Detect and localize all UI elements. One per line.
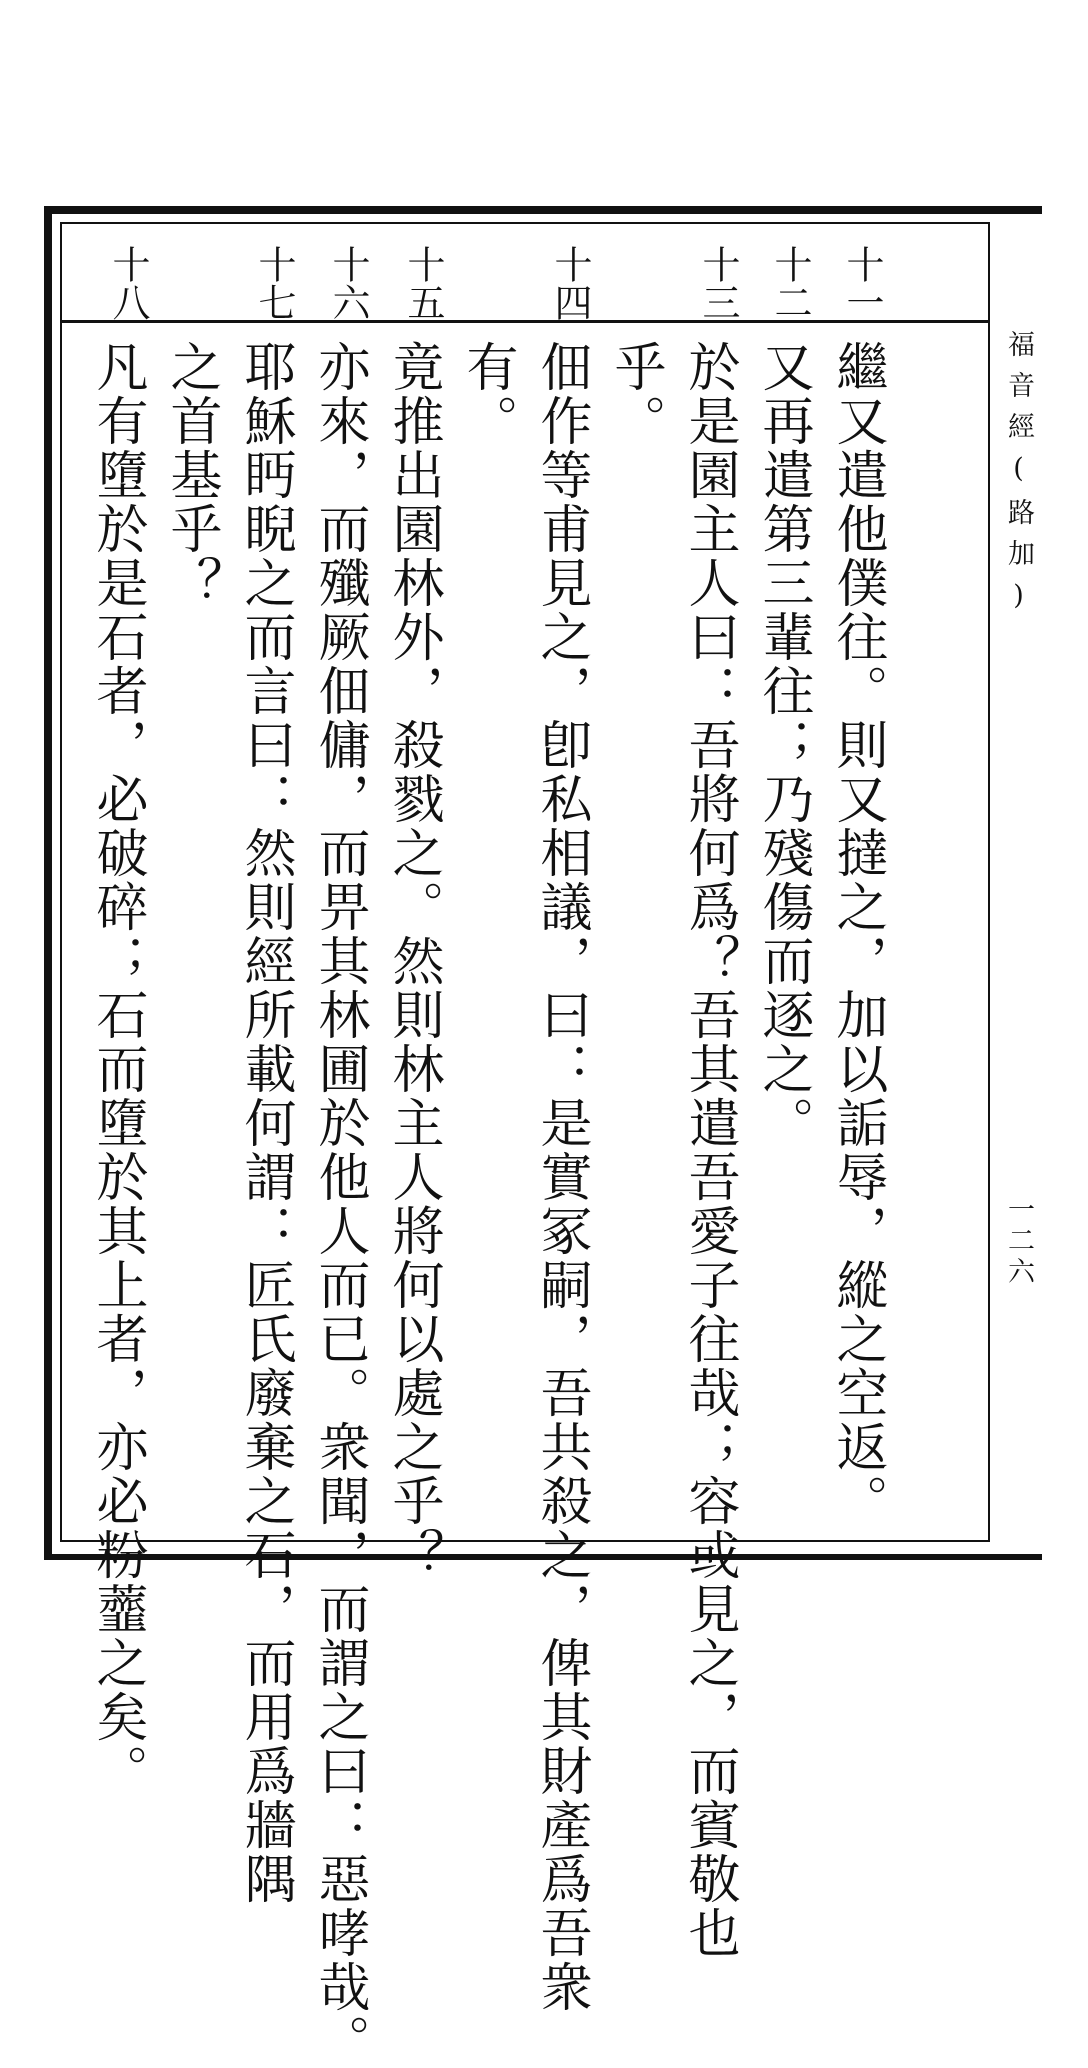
text-column-5: 佃作等甫見之，卽私相議，曰：是實冢嗣，吾共殺之，俾其財產爲吾衆: [531, 340, 591, 2014]
page-number: 一二六: [1003, 1195, 1034, 1288]
text-column-10: 之首基乎？: [161, 340, 221, 610]
text-column-8: 亦來，而殲厥佃傭，而畀其林圃於他人而已。衆聞，而謂之曰：惡哮哉。: [309, 340, 369, 2068]
verse-number-17: 十七: [252, 245, 296, 321]
text-column-2: 又再遣第三輩往；乃殘傷而逐之。: [753, 340, 813, 1150]
verse-number-14: 十四: [548, 245, 592, 321]
verse-number-11: 十一: [840, 245, 884, 321]
text-column-9: 耶穌眄睨之而言曰：然則經所載何謂：匠氏廢棄之石，而用爲牆隅: [235, 340, 295, 1906]
text-column-3: 於是園主人曰：吾將何爲？吾其遣吾愛子往哉；容或見之，而賓敬也: [679, 340, 739, 1960]
verse-number-18: 十八: [106, 245, 150, 321]
verse-number-16: 十六: [326, 245, 370, 321]
text-column-11: 凡有墮於是石者，必破碎；石而墮於其上者，亦必粉虀之矣。: [87, 340, 147, 1798]
verse-number-13: 十三: [696, 245, 740, 321]
text-column-4: 乎。: [605, 340, 665, 448]
verse-number-12: 十二: [768, 245, 812, 321]
text-column-6: 有。: [457, 340, 517, 448]
text-column-1: 繼又遣他僕往。則又撻之，加以詬辱，縱之空返。: [827, 340, 887, 1528]
book-title: 福音經(路加): [1003, 330, 1034, 625]
text-column-7: 竟推出園林外，殺戮之。然則林主人將何以處之乎？: [383, 340, 443, 1582]
verse-number-15: 十五: [401, 245, 445, 321]
